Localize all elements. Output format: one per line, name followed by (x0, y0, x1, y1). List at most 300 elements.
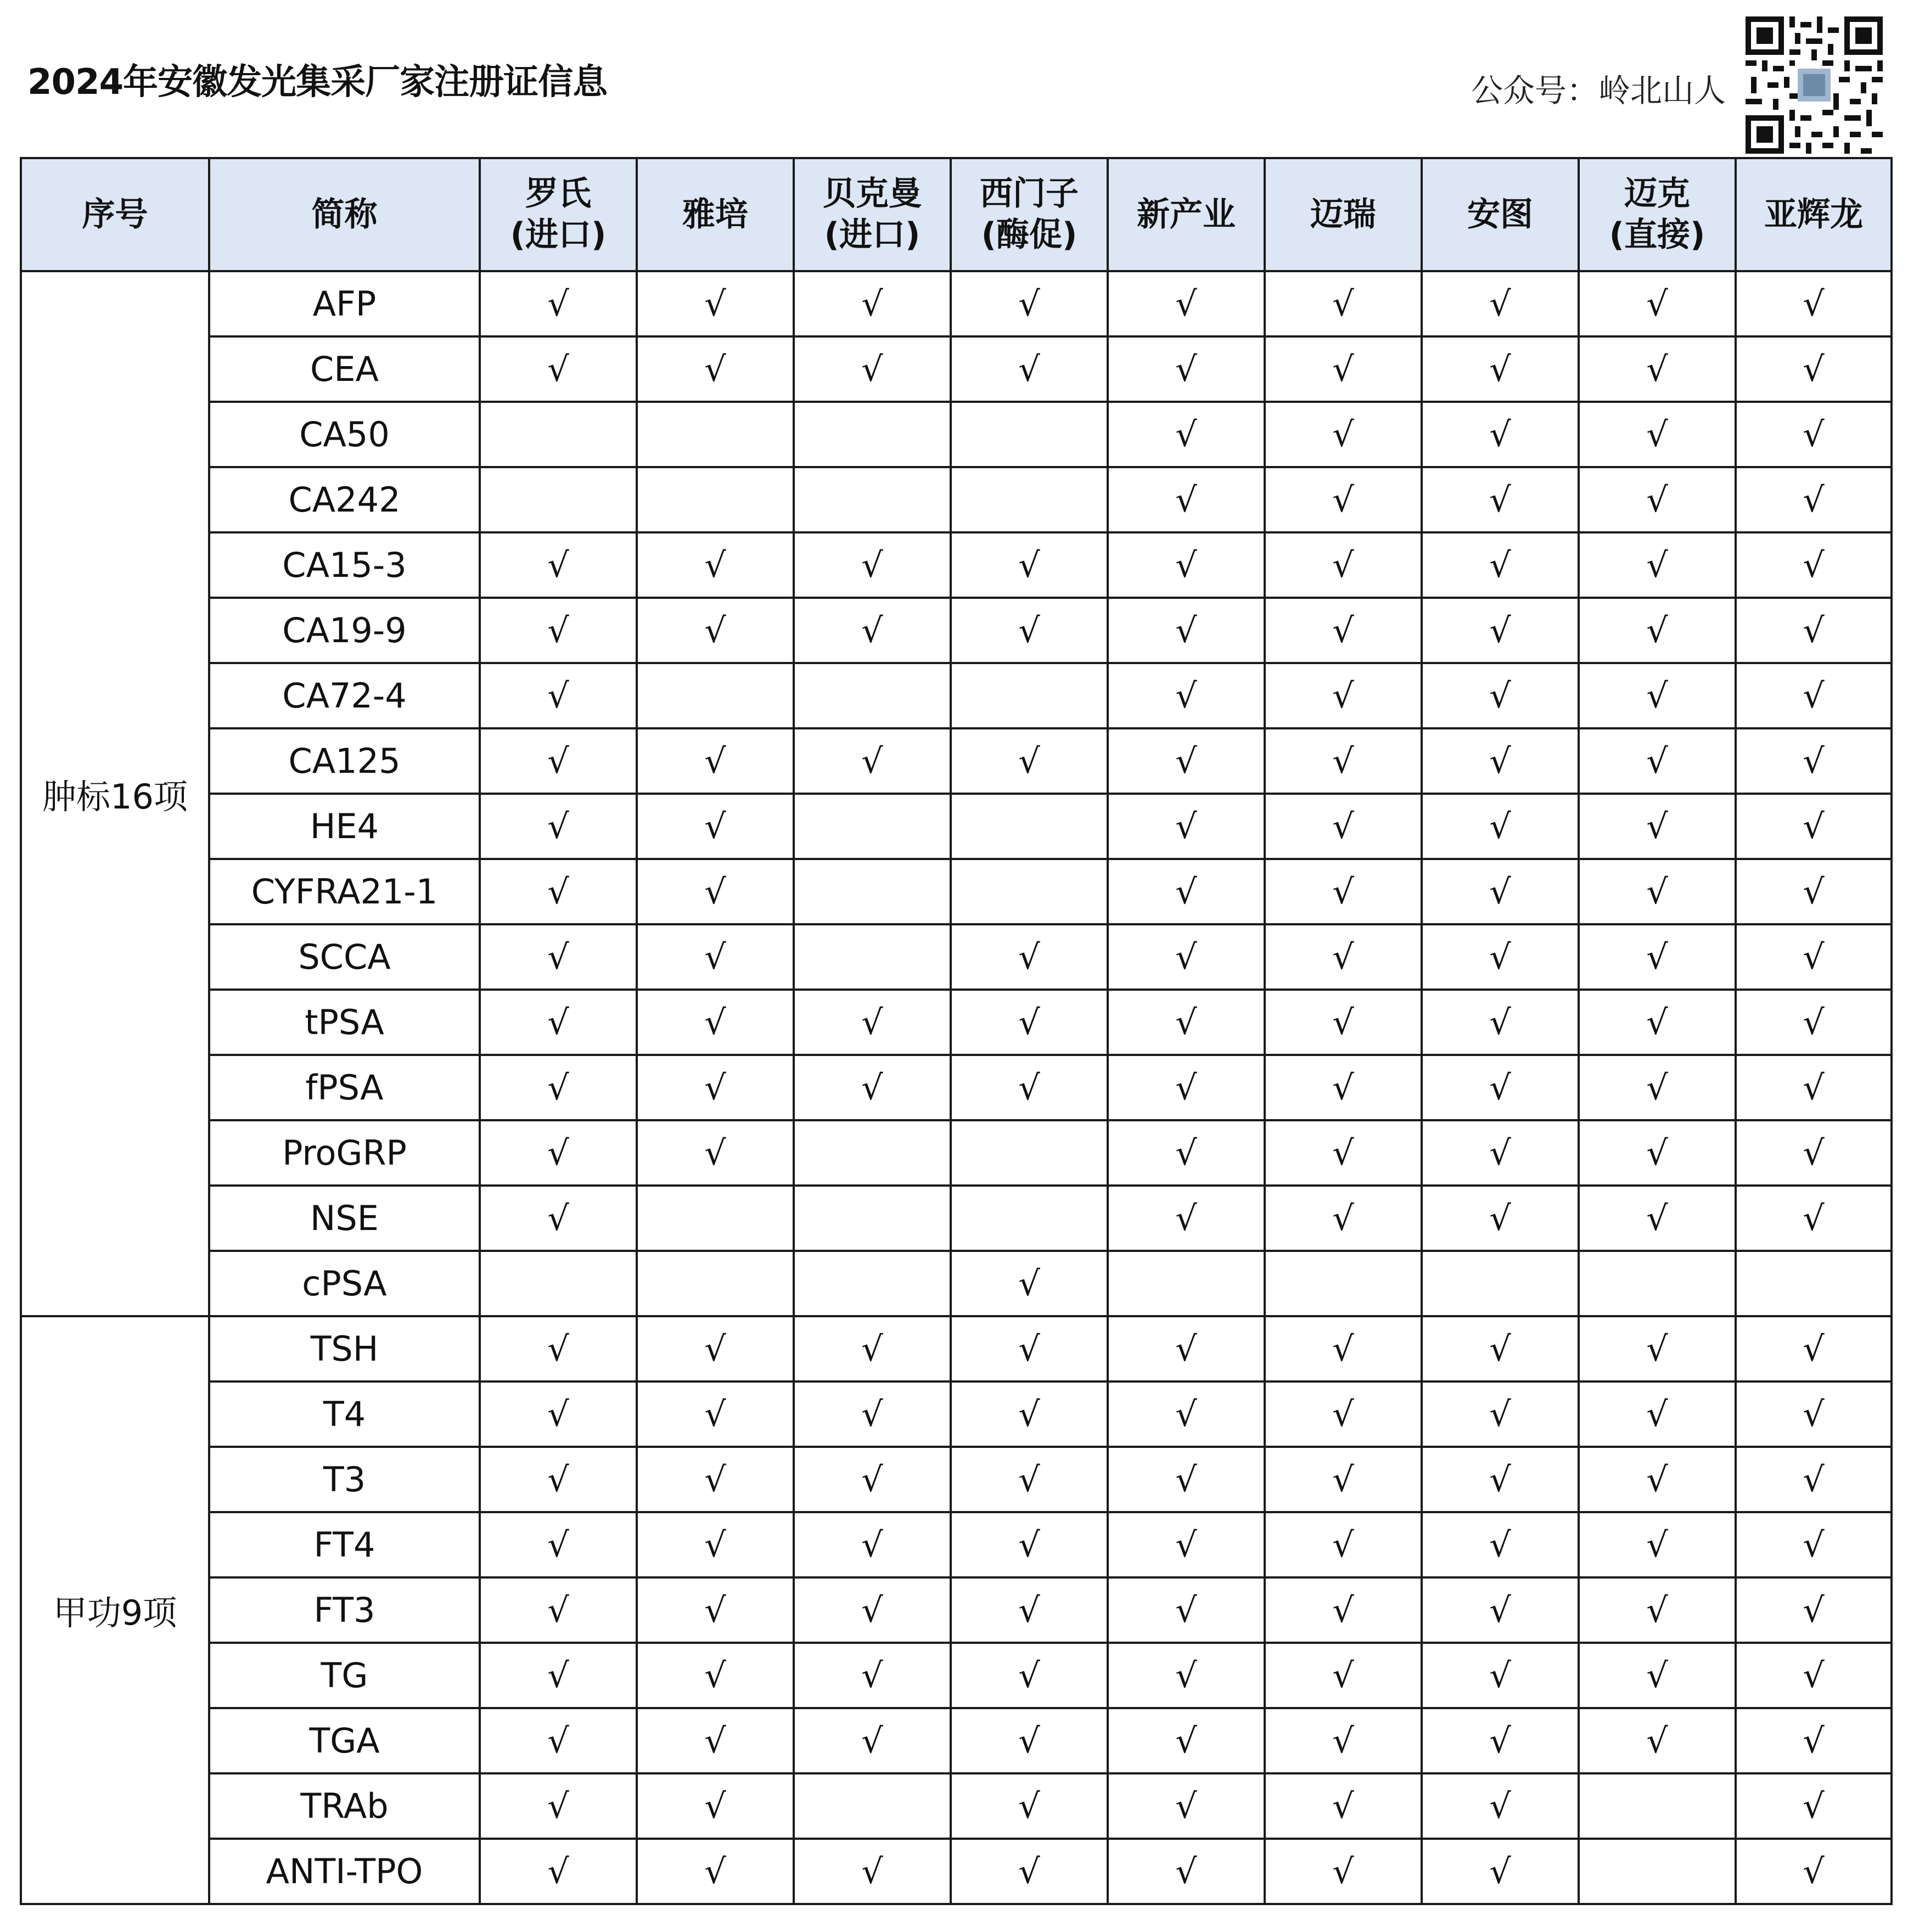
check-mark-cell: √ (1736, 1839, 1892, 1904)
check-mark-cell: √ (1422, 990, 1579, 1055)
empty-cell (1579, 1251, 1736, 1316)
qr-code-icon (1746, 16, 1883, 154)
check-mark-cell: √ (637, 1316, 794, 1381)
check-mark-cell: √ (1265, 924, 1422, 990)
empty-cell (951, 402, 1108, 467)
check-mark-cell: √ (1579, 728, 1736, 794)
item-abbr: TG (209, 1643, 480, 1708)
registration-table (20, 157, 1893, 1905)
check-mark-cell: √ (794, 1708, 951, 1773)
empty-cell (794, 1773, 951, 1839)
empty-cell (637, 467, 794, 532)
item-abbr: SCCA (209, 924, 480, 990)
check-mark-cell: √ (1108, 1839, 1265, 1904)
table-row (21, 1381, 1892, 1447)
check-mark-cell: √ (951, 1577, 1108, 1643)
empty-cell (1579, 1773, 1736, 1839)
check-mark-cell: √ (480, 1055, 637, 1120)
check-mark-cell: √ (637, 924, 794, 990)
empty-cell (794, 924, 951, 990)
vendor-note: (进口) (510, 216, 607, 254)
check-mark-cell: √ (480, 1447, 637, 1512)
header-abbr: 简称 (209, 158, 480, 271)
check-mark-cell: √ (951, 1708, 1108, 1773)
check-mark-cell: √ (1579, 467, 1736, 532)
vendor-name: 西门子 (980, 175, 1079, 213)
table-body (21, 271, 1892, 1904)
check-mark-cell: √ (951, 1773, 1108, 1839)
empty-cell (794, 794, 951, 859)
check-mark-cell: √ (951, 1643, 1108, 1708)
check-mark-cell: √ (1422, 271, 1579, 336)
check-mark-cell: √ (951, 1381, 1108, 1447)
item-abbr: ANTI-TPO (209, 1839, 480, 1904)
check-mark-cell: √ (1579, 1447, 1736, 1512)
check-mark-cell: √ (1265, 728, 1422, 794)
table-row (21, 990, 1892, 1055)
check-mark-cell: √ (794, 598, 951, 663)
empty-cell (951, 859, 1108, 924)
empty-cell (480, 402, 637, 467)
check-mark-cell: √ (1265, 1773, 1422, 1839)
check-mark-cell: √ (480, 336, 637, 402)
item-abbr: CEA (209, 336, 480, 402)
table-row (21, 859, 1892, 924)
item-abbr: CA50 (209, 402, 480, 467)
check-mark-cell: √ (1736, 336, 1892, 402)
check-mark-cell: √ (951, 924, 1108, 990)
empty-cell (637, 402, 794, 467)
check-mark-cell: √ (1579, 336, 1736, 402)
table-row (21, 1447, 1892, 1512)
empty-cell (794, 1251, 951, 1316)
check-mark-cell: √ (1265, 402, 1422, 467)
check-mark-cell: √ (1108, 859, 1265, 924)
check-mark-cell: √ (637, 1120, 794, 1186)
check-mark-cell: √ (1736, 1120, 1892, 1186)
check-mark-cell: √ (1422, 728, 1579, 794)
check-mark-cell: √ (794, 336, 951, 402)
check-mark-cell: √ (1579, 1055, 1736, 1120)
check-mark-cell: √ (1422, 1186, 1579, 1251)
check-mark-cell: √ (951, 1447, 1108, 1512)
check-mark-cell: √ (1422, 1643, 1579, 1708)
check-mark-cell: √ (1579, 1577, 1736, 1643)
check-mark-cell: √ (794, 1839, 951, 1904)
empty-cell (480, 1251, 637, 1316)
check-mark-cell: √ (1579, 663, 1736, 728)
check-mark-cell: √ (637, 859, 794, 924)
check-mark-cell: √ (1736, 990, 1892, 1055)
check-mark-cell: √ (794, 728, 951, 794)
check-mark-cell: √ (637, 598, 794, 663)
item-abbr: NSE (209, 1186, 480, 1251)
check-mark-cell: √ (637, 1577, 794, 1643)
check-mark-cell: √ (1265, 1577, 1422, 1643)
empty-cell (1265, 1251, 1422, 1316)
header-row (21, 158, 1892, 271)
check-mark-cell: √ (1422, 1773, 1579, 1839)
check-mark-cell: √ (1108, 271, 1265, 336)
check-mark-cell: √ (1108, 402, 1265, 467)
table-row (21, 1577, 1892, 1643)
check-mark-cell: √ (1422, 1381, 1579, 1447)
empty-cell (951, 1186, 1108, 1251)
check-mark-cell: √ (1108, 1055, 1265, 1120)
table-row (21, 728, 1892, 794)
check-mark-cell: √ (1422, 1839, 1579, 1904)
check-mark-cell: √ (637, 728, 794, 794)
check-mark-cell: √ (1422, 859, 1579, 924)
empty-cell (951, 467, 1108, 532)
empty-cell (794, 1186, 951, 1251)
check-mark-cell: √ (1422, 598, 1579, 663)
account-label: 公众号：岭北山人 (1471, 72, 1726, 109)
table-row (21, 663, 1892, 728)
check-mark-cell: √ (1265, 1447, 1422, 1512)
vendor-name: 亚辉龙 (1764, 195, 1863, 234)
check-mark-cell: √ (1579, 1512, 1736, 1577)
check-mark-cell: √ (951, 271, 1108, 336)
check-mark-cell: √ (1108, 532, 1265, 598)
check-mark-cell: √ (1579, 271, 1736, 336)
check-mark-cell: √ (794, 271, 951, 336)
check-mark-cell: √ (1422, 1316, 1579, 1381)
vendor-note: (进口) (824, 216, 921, 254)
check-mark-cell: √ (1108, 1381, 1265, 1447)
item-abbr: HE4 (209, 794, 480, 859)
check-mark-cell: √ (637, 1447, 794, 1512)
check-mark-cell: √ (1108, 794, 1265, 859)
check-mark-cell: √ (1108, 1708, 1265, 1773)
check-mark-cell: √ (1422, 1708, 1579, 1773)
check-mark-cell: √ (1108, 1773, 1265, 1839)
check-mark-cell: √ (951, 532, 1108, 598)
check-mark-cell: √ (1108, 728, 1265, 794)
check-mark-cell: √ (951, 1316, 1108, 1381)
check-mark-cell: √ (1422, 1055, 1579, 1120)
vendor-name: 迈瑞 (1310, 195, 1376, 234)
header-vendor (480, 158, 637, 271)
check-mark-cell: √ (1736, 1512, 1892, 1577)
vendor-name: 安图 (1467, 195, 1533, 234)
check-mark-cell: √ (1108, 1577, 1265, 1643)
check-mark-cell: √ (1265, 1643, 1422, 1708)
item-abbr: ProGRP (209, 1120, 480, 1186)
check-mark-cell: √ (1108, 336, 1265, 402)
table-row (21, 1708, 1892, 1773)
item-abbr: FT4 (209, 1512, 480, 1577)
empty-cell (951, 663, 1108, 728)
check-mark-cell: √ (480, 924, 637, 990)
check-mark-cell: √ (1265, 859, 1422, 924)
group-label: 甲功9项 (21, 1316, 209, 1904)
check-mark-cell: √ (1736, 1316, 1892, 1381)
table-row (21, 1643, 1892, 1708)
header-vendor (1108, 158, 1265, 271)
check-mark-cell: √ (1108, 1316, 1265, 1381)
check-mark-cell: √ (1736, 467, 1892, 532)
check-mark-cell: √ (1736, 1186, 1892, 1251)
check-mark-cell: √ (1736, 924, 1892, 990)
check-mark-cell: √ (1736, 1577, 1892, 1643)
check-mark-cell: √ (480, 1316, 637, 1381)
check-mark-cell: √ (480, 859, 637, 924)
check-mark-cell: √ (1265, 1381, 1422, 1447)
header-vendor (951, 158, 1108, 271)
vendor-name: 迈克 (1624, 175, 1690, 213)
page-title: 2024年安徽发光集采厂家注册证信息 (27, 62, 608, 103)
check-mark-cell: √ (1265, 1316, 1422, 1381)
table-row (21, 336, 1892, 402)
empty-cell (951, 1120, 1108, 1186)
check-mark-cell: √ (1736, 1055, 1892, 1120)
empty-cell (1108, 1251, 1265, 1316)
check-mark-cell: √ (480, 794, 637, 859)
check-mark-cell: √ (1108, 1447, 1265, 1512)
table-row (21, 1186, 1892, 1251)
check-mark-cell: √ (794, 1512, 951, 1577)
check-mark-cell: √ (637, 1773, 794, 1839)
check-mark-cell: √ (637, 1055, 794, 1120)
check-mark-cell: √ (1265, 1708, 1422, 1773)
table-row (21, 1839, 1892, 1904)
check-mark-cell: √ (1736, 1447, 1892, 1512)
header-vendor (1736, 158, 1892, 271)
check-mark-cell: √ (1736, 1773, 1892, 1839)
check-mark-cell: √ (480, 1839, 637, 1904)
item-abbr: CA242 (209, 467, 480, 532)
check-mark-cell: √ (1265, 271, 1422, 336)
header-vendor (1579, 158, 1736, 271)
check-mark-cell: √ (1265, 467, 1422, 532)
check-mark-cell: √ (480, 271, 637, 336)
check-mark-cell: √ (1579, 1643, 1736, 1708)
check-mark-cell: √ (794, 1577, 951, 1643)
check-mark-cell: √ (1579, 1381, 1736, 1447)
item-abbr: tPSA (209, 990, 480, 1055)
check-mark-cell: √ (1422, 336, 1579, 402)
check-mark-cell: √ (1265, 1055, 1422, 1120)
check-mark-cell: √ (951, 1839, 1108, 1904)
check-mark-cell: √ (1265, 532, 1422, 598)
empty-cell (480, 467, 637, 532)
check-mark-cell: √ (1422, 794, 1579, 859)
item-abbr: TRAb (209, 1773, 480, 1839)
check-mark-cell: √ (1579, 1186, 1736, 1251)
empty-cell (794, 663, 951, 728)
check-mark-cell: √ (794, 1643, 951, 1708)
check-mark-cell: √ (1422, 467, 1579, 532)
check-mark-cell: √ (480, 1186, 637, 1251)
header-vendor (794, 158, 951, 271)
vendor-note: (酶促) (981, 216, 1078, 254)
check-mark-cell: √ (1422, 1512, 1579, 1577)
check-mark-cell: √ (637, 990, 794, 1055)
check-mark-cell: √ (480, 598, 637, 663)
check-mark-cell: √ (480, 1773, 637, 1839)
check-mark-cell: √ (951, 990, 1108, 1055)
check-mark-cell: √ (1736, 663, 1892, 728)
check-mark-cell: √ (1108, 1120, 1265, 1186)
check-mark-cell: √ (1579, 1316, 1736, 1381)
check-mark-cell: √ (1265, 1186, 1422, 1251)
item-abbr: cPSA (209, 1251, 480, 1316)
item-abbr: FT3 (209, 1577, 480, 1643)
check-mark-cell: √ (1579, 598, 1736, 663)
empty-cell (1579, 1839, 1736, 1904)
check-mark-cell: √ (1736, 794, 1892, 859)
header-vendor (1265, 158, 1422, 271)
check-mark-cell: √ (951, 336, 1108, 402)
check-mark-cell: √ (1108, 467, 1265, 532)
check-mark-cell: √ (1579, 859, 1736, 924)
item-abbr: fPSA (209, 1055, 480, 1120)
check-mark-cell: √ (1579, 1120, 1736, 1186)
check-mark-cell: √ (951, 1055, 1108, 1120)
table-row (21, 1773, 1892, 1839)
check-mark-cell: √ (1736, 598, 1892, 663)
check-mark-cell: √ (1579, 532, 1736, 598)
empty-cell (951, 794, 1108, 859)
table-row (21, 467, 1892, 532)
check-mark-cell: √ (1265, 990, 1422, 1055)
vendor-note: (直接) (1609, 216, 1705, 254)
check-mark-cell: √ (1422, 924, 1579, 990)
table-row (21, 1120, 1892, 1186)
check-mark-cell: √ (1265, 1512, 1422, 1577)
check-mark-cell: √ (1108, 1512, 1265, 1577)
item-abbr: AFP (209, 271, 480, 336)
table-row (21, 271, 1892, 336)
check-mark-cell: √ (480, 1512, 637, 1577)
empty-cell (794, 402, 951, 467)
check-mark-cell: √ (1736, 532, 1892, 598)
item-abbr: CA125 (209, 728, 480, 794)
table-row (21, 924, 1892, 990)
check-mark-cell: √ (1422, 402, 1579, 467)
check-mark-cell: √ (480, 728, 637, 794)
empty-cell (637, 1251, 794, 1316)
table-row (21, 1055, 1892, 1120)
check-mark-cell: √ (1422, 1120, 1579, 1186)
check-mark-cell: √ (480, 1577, 637, 1643)
check-mark-cell: √ (637, 1643, 794, 1708)
item-abbr: T3 (209, 1447, 480, 1512)
check-mark-cell: √ (637, 1708, 794, 1773)
check-mark-cell: √ (1422, 532, 1579, 598)
item-abbr: CA19-9 (209, 598, 480, 663)
check-mark-cell: √ (1265, 1120, 1422, 1186)
check-mark-cell: √ (1265, 336, 1422, 402)
check-mark-cell: √ (951, 598, 1108, 663)
table-row (21, 1512, 1892, 1577)
empty-cell (794, 1120, 951, 1186)
check-mark-cell: √ (951, 728, 1108, 794)
check-mark-cell: √ (637, 532, 794, 598)
check-mark-cell: √ (794, 1381, 951, 1447)
empty-cell (637, 1186, 794, 1251)
check-mark-cell: √ (794, 1055, 951, 1120)
check-mark-cell: √ (794, 990, 951, 1055)
check-mark-cell: √ (1579, 1708, 1736, 1773)
check-mark-cell: √ (1736, 1643, 1892, 1708)
empty-cell (1422, 1251, 1579, 1316)
check-mark-cell: √ (480, 1381, 637, 1447)
check-mark-cell: √ (1579, 990, 1736, 1055)
table-row (21, 794, 1892, 859)
check-mark-cell: √ (637, 271, 794, 336)
vendor-name: 罗氏 (525, 175, 591, 213)
check-mark-cell: √ (1736, 1708, 1892, 1773)
item-abbr: CYFRA21-1 (209, 859, 480, 924)
check-mark-cell: √ (480, 532, 637, 598)
check-mark-cell: √ (1265, 794, 1422, 859)
check-mark-cell: √ (480, 1120, 637, 1186)
check-mark-cell: √ (1579, 924, 1736, 990)
check-mark-cell: √ (1736, 1381, 1892, 1447)
check-mark-cell: √ (1579, 794, 1736, 859)
item-abbr: CA15-3 (209, 532, 480, 598)
empty-cell (794, 467, 951, 532)
check-mark-cell: √ (637, 794, 794, 859)
table-row (21, 1316, 1892, 1381)
check-mark-cell: √ (794, 1447, 951, 1512)
empty-cell (1736, 1251, 1892, 1316)
vendor-name: 贝克曼 (823, 175, 922, 213)
check-mark-cell: √ (480, 990, 637, 1055)
check-mark-cell: √ (1108, 663, 1265, 728)
check-mark-cell: √ (1736, 402, 1892, 467)
check-mark-cell: √ (1108, 1643, 1265, 1708)
check-mark-cell: √ (1108, 990, 1265, 1055)
header-vendor (637, 158, 794, 271)
vendor-name: 雅培 (682, 195, 748, 234)
check-mark-cell: √ (1108, 924, 1265, 990)
check-mark-cell: √ (637, 336, 794, 402)
empty-cell (794, 859, 951, 924)
table-row (21, 532, 1892, 598)
check-mark-cell: √ (1422, 1447, 1579, 1512)
item-abbr: CA72-4 (209, 663, 480, 728)
table-row (21, 1251, 1892, 1316)
check-mark-cell: √ (1579, 402, 1736, 467)
check-mark-cell: √ (951, 1251, 1108, 1316)
check-mark-cell: √ (480, 1708, 637, 1773)
table-row (21, 598, 1892, 663)
check-mark-cell: √ (1265, 1839, 1422, 1904)
check-mark-cell: √ (1422, 1577, 1579, 1643)
vendor-name: 新产业 (1137, 195, 1236, 234)
check-mark-cell: √ (1108, 1186, 1265, 1251)
check-mark-cell: √ (1736, 859, 1892, 924)
header-vendor (1422, 158, 1579, 271)
check-mark-cell: √ (951, 1512, 1108, 1577)
check-mark-cell: √ (480, 1643, 637, 1708)
header-seq: 序号 (21, 158, 209, 271)
check-mark-cell: √ (1422, 663, 1579, 728)
check-mark-cell: √ (794, 532, 951, 598)
check-mark-cell: √ (1265, 663, 1422, 728)
check-mark-cell: √ (1736, 271, 1892, 336)
item-abbr: T4 (209, 1381, 480, 1447)
check-mark-cell: √ (794, 1316, 951, 1381)
check-mark-cell: √ (637, 1381, 794, 1447)
check-mark-cell: √ (1736, 728, 1892, 794)
check-mark-cell: √ (637, 1839, 794, 1904)
group-label: 肿标16项 (21, 271, 209, 1316)
item-abbr: TSH (209, 1316, 480, 1381)
